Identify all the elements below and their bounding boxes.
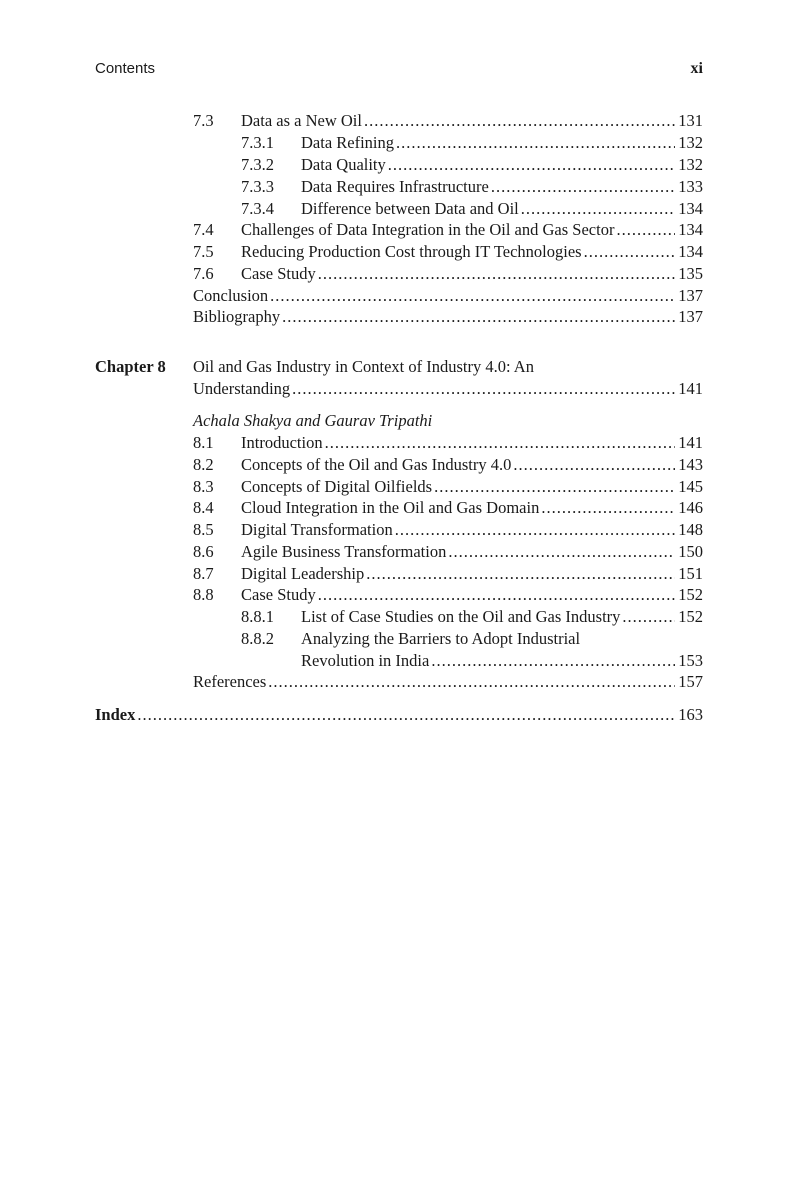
toc-entry-8-4[interactable]	[0, 497, 800, 519]
section-number: 8.1	[193, 433, 214, 452]
entry-page: 131	[678, 111, 703, 130]
entry-page: 150	[678, 542, 703, 561]
dot-leader	[513, 454, 675, 476]
toc-entry-8-8-2[interactable]	[0, 628, 800, 650]
toc-entry-8-6[interactable]	[0, 541, 800, 563]
entry-page: 134	[678, 199, 703, 218]
toc-entry-index[interactable]	[0, 704, 800, 726]
dot-leader	[318, 263, 676, 285]
toc-entry-7-3-4[interactable]	[0, 198, 800, 220]
running-head	[95, 60, 703, 84]
entry-title: Concepts of the Oil and Gas Industry 4.0	[241, 455, 512, 474]
dot-leader	[434, 476, 675, 498]
dot-leader	[282, 306, 675, 328]
chapter-8-heading[interactable]	[0, 356, 800, 378]
section-number: 7.3.3	[241, 177, 274, 196]
section-number: 7.3.2	[241, 155, 274, 174]
dot-leader	[395, 519, 676, 541]
entry-title: Reducing Production Cost through IT Technologies	[241, 242, 582, 261]
section-number: 7.3.4	[241, 199, 274, 218]
toc-entry-7-5[interactable]	[0, 241, 800, 263]
entry-page: 132	[678, 133, 703, 152]
dot-leader	[431, 650, 675, 672]
dot-leader	[325, 432, 676, 454]
dot-leader	[616, 219, 675, 241]
section-number: 8.8.2	[241, 629, 274, 648]
entry-title: Concepts of Digital Oilfields	[241, 477, 433, 496]
toc-entry-8-8-2-continued[interactable]	[0, 650, 800, 672]
entry-page: 151	[678, 564, 703, 583]
entry-page: 145	[678, 477, 703, 496]
section-number: 8.5	[193, 520, 214, 539]
toc-entry-8-8[interactable]	[0, 584, 800, 606]
running-head-page-number: xi	[690, 60, 703, 77]
section-number: 7.6	[193, 264, 214, 283]
toc-entry-8-7[interactable]	[0, 563, 800, 585]
section-number: 7.5	[193, 242, 214, 261]
section-number: 8.8	[193, 585, 214, 604]
entry-page: 137	[678, 286, 703, 305]
entry-title: List of Case Studies on the Oil and Gas Industry	[301, 607, 621, 626]
section-number: 8.4	[193, 498, 214, 517]
entry-title: Cloud Integration in the Oil and Gas Domain	[241, 498, 540, 517]
dot-leader	[521, 198, 675, 220]
entry-title: Conclusion	[193, 286, 269, 305]
dot-leader	[318, 584, 676, 606]
toc-entry-7-3[interactable]	[0, 110, 800, 132]
dot-leader	[268, 671, 675, 693]
toc-entry-bibliography[interactable]	[0, 306, 800, 328]
dot-leader	[388, 154, 675, 176]
entry-page: 146	[678, 498, 703, 517]
toc-entry-8-5[interactable]	[0, 519, 800, 541]
toc-entry-7-3-1[interactable]	[0, 132, 800, 154]
toc-entry-8-2[interactable]	[0, 454, 800, 476]
chapter-8-authors-line	[0, 410, 800, 432]
toc-entry-7-3-3[interactable]	[0, 176, 800, 198]
section-number: 7.3	[193, 111, 214, 130]
toc-entry-references[interactable]	[0, 671, 800, 693]
entry-page: 152	[678, 607, 703, 626]
entry-title: Digital Leadership	[241, 564, 365, 583]
dot-leader	[270, 285, 675, 307]
entry-page: 134	[678, 220, 703, 239]
entry-title: Agile Business Transformation	[241, 542, 447, 561]
chapter-title-line-1: Oil and Gas Industry in Context of Industry 4.0: An	[193, 357, 534, 376]
entry-title: Introduction	[241, 433, 323, 452]
dot-leader	[396, 132, 675, 154]
chapter-title-line-2: Understanding	[193, 379, 291, 398]
section-number: 7.4	[193, 220, 214, 239]
entry-title: Data Quality	[301, 155, 386, 174]
entry-page: 134	[678, 242, 703, 261]
dot-leader	[366, 563, 675, 585]
section-number: 7.3.1	[241, 133, 274, 152]
toc-entry-8-8-1[interactable]	[0, 606, 800, 628]
chapter-label: Chapter 8	[95, 357, 166, 376]
toc-entry-conclusion[interactable]	[0, 285, 800, 307]
entry-title-line-2: Revolution in India	[301, 651, 430, 670]
entry-title: Challenges of Data Integration in the Oil and Gas Sector	[241, 220, 615, 239]
entry-page: 135	[678, 264, 703, 283]
dot-leader	[584, 241, 676, 263]
dot-leader	[448, 541, 675, 563]
entry-title: References	[193, 672, 267, 691]
entry-page: 163	[678, 705, 703, 724]
dot-leader	[622, 606, 675, 628]
entry-page: 133	[678, 177, 703, 196]
section-number: 8.8.1	[241, 607, 274, 626]
toc-entry-7-4[interactable]	[0, 219, 800, 241]
dot-leader	[491, 176, 675, 198]
section-number: 8.6	[193, 542, 214, 561]
entry-title: Data Refining	[301, 133, 395, 152]
section-number: 8.3	[193, 477, 214, 496]
entry-page: 141	[678, 433, 703, 452]
toc-entry-7-3-2[interactable]	[0, 154, 800, 176]
entry-title: Digital Transformation	[241, 520, 393, 539]
entry-page: 143	[678, 455, 703, 474]
entry-title: Index	[95, 705, 136, 724]
section-number: 8.2	[193, 455, 214, 474]
entry-title: Case Study	[241, 264, 316, 283]
entry-page: 148	[678, 520, 703, 539]
entry-page: 132	[678, 155, 703, 174]
toc-entry-7-6[interactable]	[0, 263, 800, 285]
dot-leader	[292, 378, 675, 400]
entry-page: 153	[678, 651, 703, 670]
toc-entry-8-3[interactable]	[0, 476, 800, 498]
entry-title: Difference between Data and Oil	[301, 199, 519, 218]
dot-leader	[137, 704, 675, 726]
toc-entry-8-1[interactable]	[0, 432, 800, 454]
entry-title: Data Requires Infrastructure	[301, 177, 489, 196]
entry-page: 152	[678, 585, 703, 604]
running-head-title: Contents	[95, 60, 156, 77]
entry-title: Bibliography	[193, 307, 281, 326]
dot-leader	[364, 110, 675, 132]
entry-page: 141	[678, 379, 703, 398]
chapter-8-title-continued[interactable]	[0, 378, 800, 400]
entry-page: 157	[678, 672, 703, 691]
entry-title: Case Study	[241, 585, 316, 604]
entry-title: Data as a New Oil	[241, 111, 362, 130]
dot-leader	[541, 497, 675, 519]
entry-page: 137	[678, 307, 703, 326]
chapter-authors: Achala Shakya and Gaurav Tripathi	[193, 411, 433, 430]
entry-title-line-1: Analyzing the Barriers to Adopt Industrial	[301, 629, 581, 648]
section-number: 8.7	[193, 564, 214, 583]
